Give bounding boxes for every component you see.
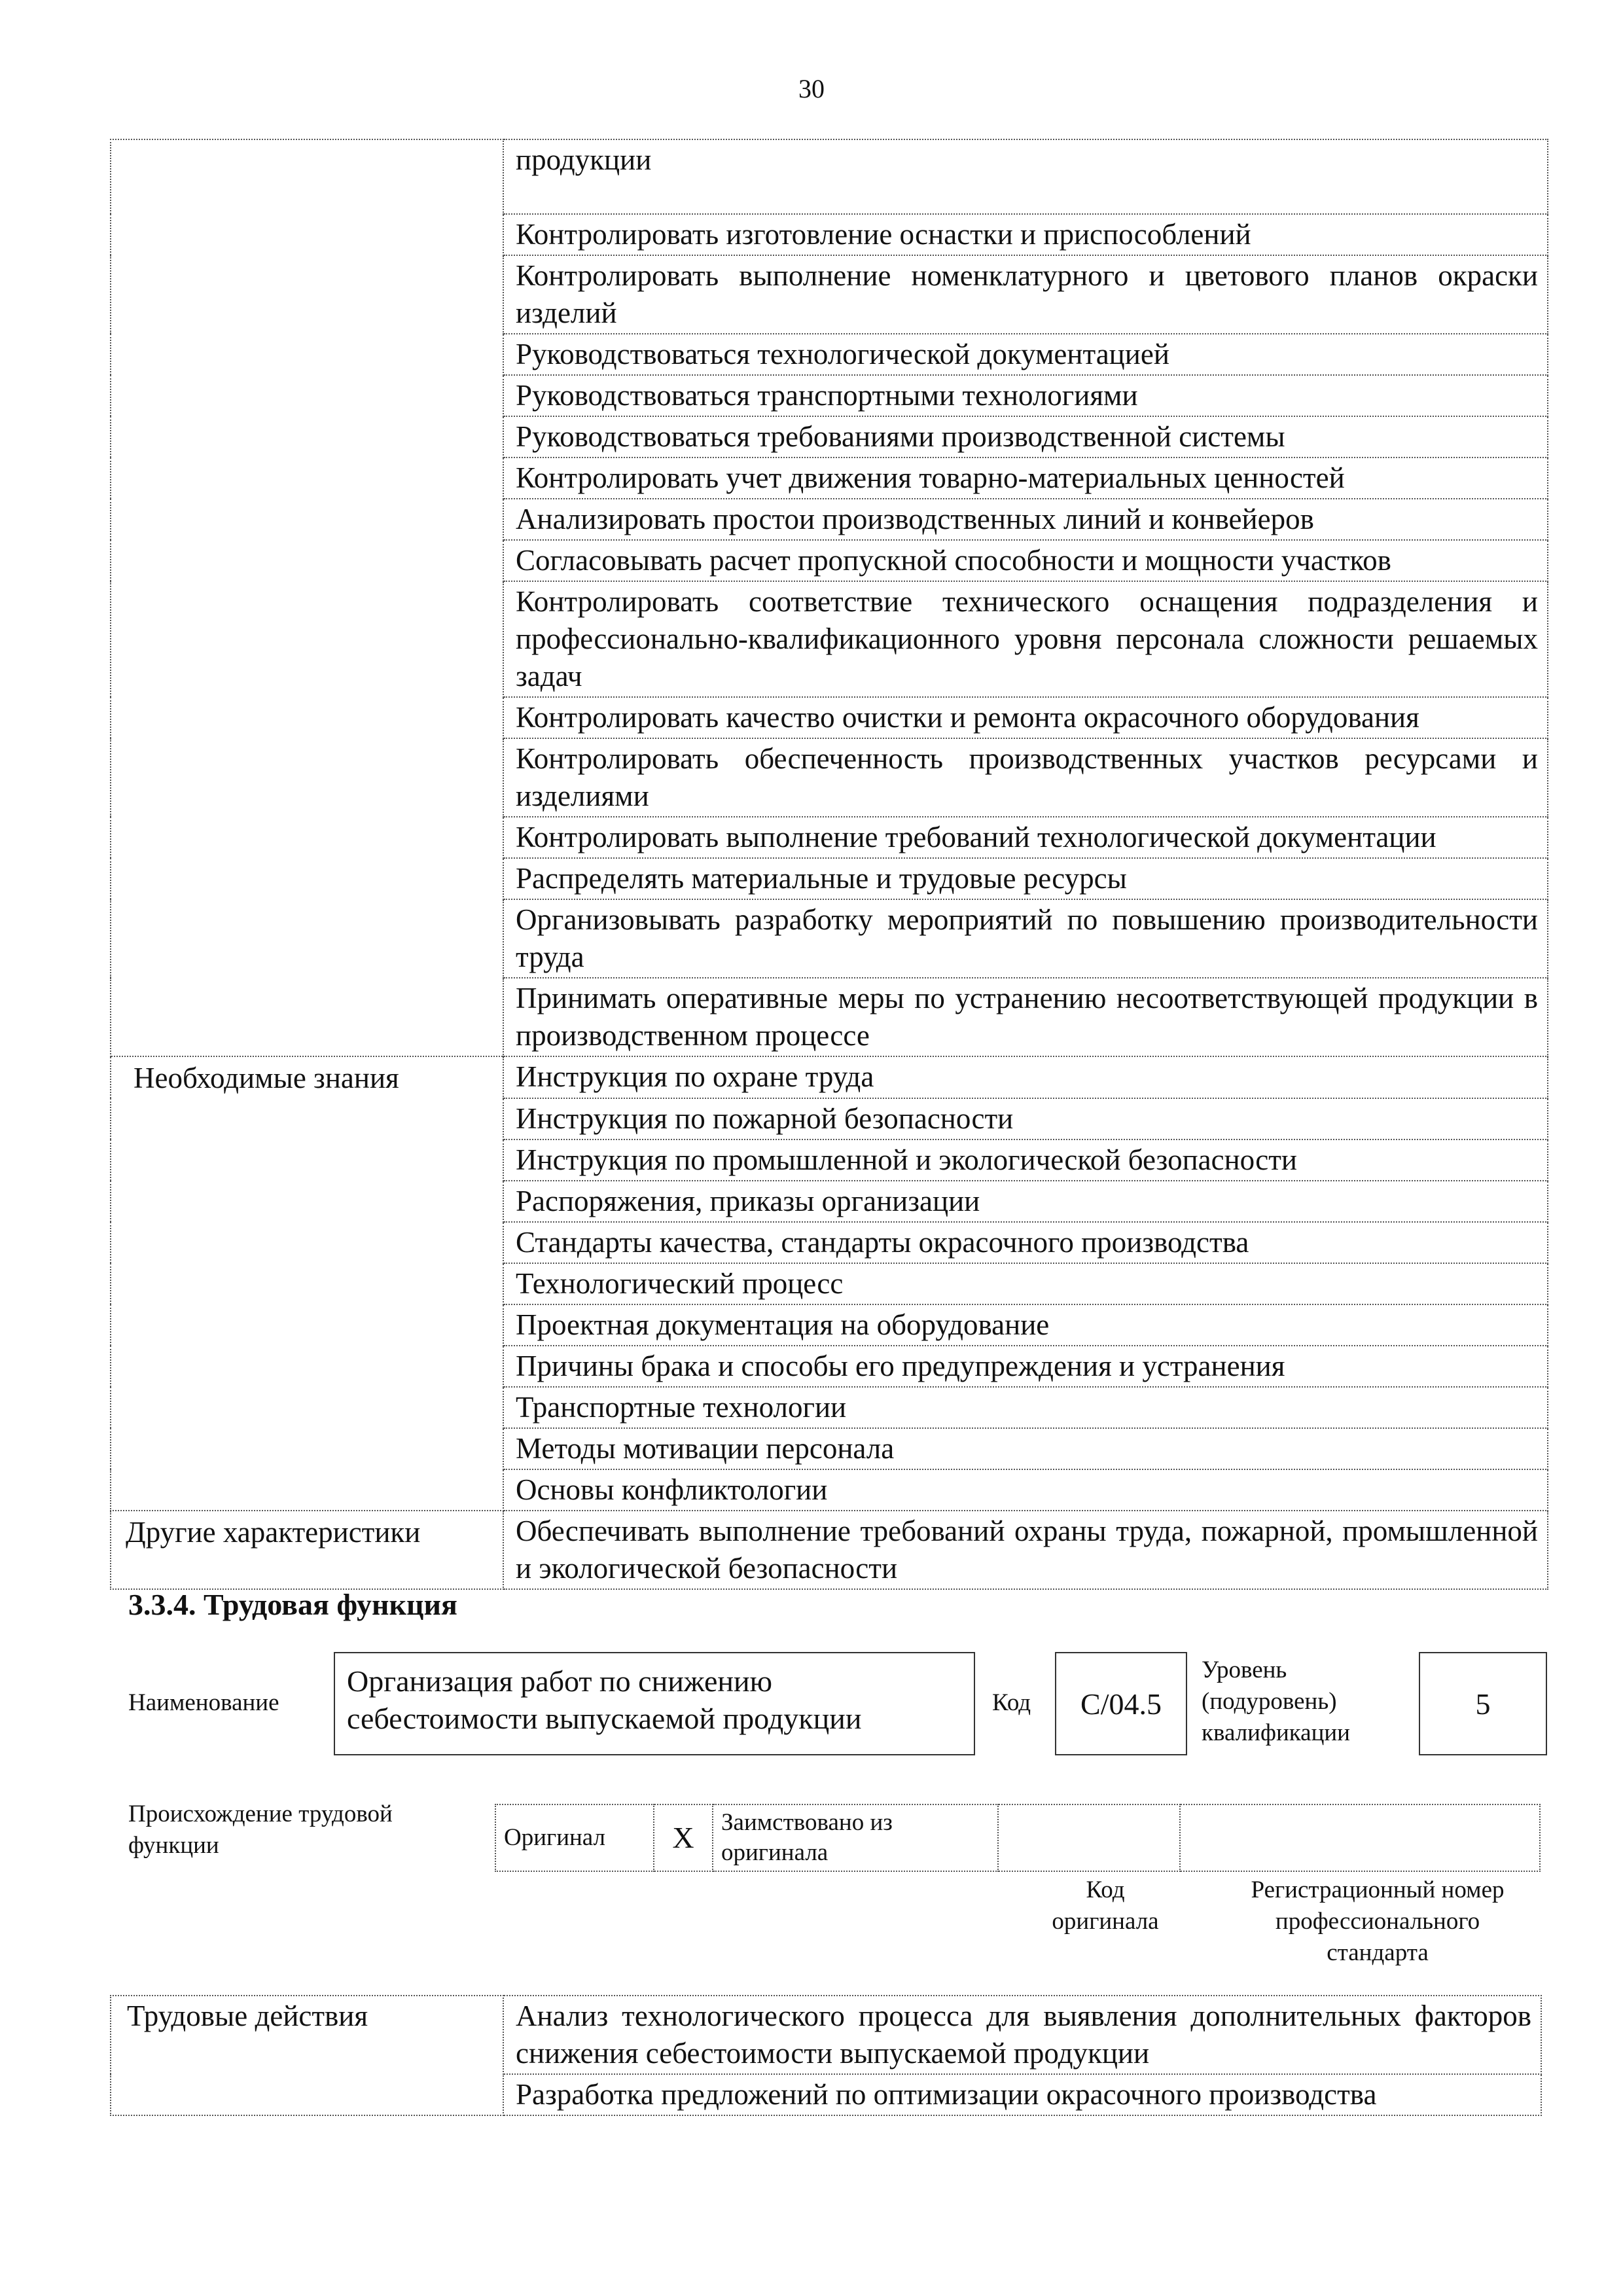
other-characteristics-label: Другие характеристики	[111, 1511, 503, 1589]
borrowed-label: Заимствовано из оригинала	[713, 1804, 998, 1871]
code-label: Код	[992, 1689, 1031, 1716]
knowledge-item: Методы мотивации персонала	[503, 1428, 1548, 1469]
level-label: Уровень (подуровень) квалификации	[1202, 1657, 1350, 1746]
origin-table	[495, 1804, 1541, 1872]
skill-item: Контролировать выполнение требований технологической документации	[503, 817, 1548, 858]
knowledge-item: Инструкция по пожарной безопасности	[503, 1098, 1548, 1139]
knowledge-item: Инструкция по охране труда	[503, 1056, 1548, 1098]
knowledge-label: Необходимые знания	[111, 1056, 503, 1098]
knowledge-item: Инструкция по промышленной и экологической безопасности	[503, 1139, 1548, 1181]
labor-action-item: Разработка предложений по оптимизации окрасочного производства	[503, 2074, 1541, 2115]
skill-item: Анализировать простои производственных линий и конвейеров	[503, 499, 1548, 540]
registration-number-cell	[1180, 1804, 1540, 1871]
skills-label-cell	[111, 139, 503, 214]
skill-item: Согласовывать расчет пропускной способности и мощности участков	[503, 540, 1548, 581]
skill-item: продукции	[503, 139, 1548, 214]
knowledge-item: Причины брака и способы его предупреждения и устранения	[503, 1346, 1548, 1387]
knowledge-item: Стандарты качества, стандарты окрасочного производства	[503, 1222, 1548, 1263]
skill-item: Руководствоваться требованиями производственной системы	[503, 416, 1548, 457]
knowledge-item: Технологический процесс	[503, 1263, 1548, 1304]
function-name-box: Организация работ по снижению себестоимости выпускаемой продукции	[334, 1652, 975, 1755]
skill-item: Контролировать изготовление оснастки и приспособлений	[503, 214, 1548, 255]
labor-action-item: Анализ технологического процесса для выявления дополнительных факторов снижения себестоимости выпускаемой продукции	[503, 1996, 1541, 2074]
knowledge-item: Проектная документация на оборудование	[503, 1304, 1548, 1346]
skill-item: Руководствоваться транспортными технологиями	[503, 375, 1548, 416]
original-mark: X	[654, 1804, 713, 1871]
section-title: 3.3.4. Трудовая функция	[128, 1588, 457, 1621]
knowledge-item: Основы конфликтологии	[503, 1469, 1548, 1511]
skill-item: Контролировать обеспеченность производственных участков ресурсами и изделиями	[503, 738, 1548, 817]
skill-item: Контролировать качество очистки и ремонта окрасочного оборудования	[503, 697, 1548, 738]
other-characteristics-text: Обеспечивать выполнение требований охраны труда, пожарной, промышленной и экологической безопасности	[503, 1511, 1548, 1589]
skill-item: Контролировать соответствие технического оснащения подразделения и профессионально-квалификационного уровня персонала сложности решаемых задач	[503, 581, 1548, 697]
original-code-caption: Код оригинала	[1052, 1876, 1159, 1935]
skill-item: Руководствоваться технологической документацией	[503, 334, 1548, 375]
original-code-cell	[998, 1804, 1180, 1871]
labor-actions-label: Трудовые действия	[111, 1996, 503, 2115]
name-label: Наименование	[128, 1689, 279, 1716]
skills-knowledge-table	[110, 139, 1548, 1590]
registration-number-caption: Регистрационный номер профессионального стандарта	[1251, 1876, 1505, 1966]
skill-item: Распределять материальные и трудовые ресурсы	[503, 858, 1548, 899]
skill-item: Контролировать учет движения товарно-материальных ценностей	[503, 457, 1548, 499]
skill-item: Контролировать выполнение номенклатурного и цветового планов окраски изделий	[503, 255, 1548, 334]
page-number: 30	[798, 74, 825, 103]
knowledge-item: Транспортные технологии	[503, 1387, 1548, 1428]
qualification-level-box: 5	[1419, 1652, 1547, 1755]
knowledge-item: Распоряжения, приказы организации	[503, 1181, 1548, 1222]
labor-actions-table	[110, 1995, 1542, 2116]
function-code-box: С/04.5	[1055, 1652, 1187, 1755]
original-label: Оригинал	[495, 1804, 654, 1871]
origin-label: Происхождение трудовой функции	[128, 1801, 393, 1859]
skill-item: Организовывать разработку мероприятий по повышению производительности труда	[503, 899, 1548, 978]
skill-item: Принимать оперативные меры по устранению несоответствующей продукции в производственном процессе	[503, 978, 1548, 1056]
